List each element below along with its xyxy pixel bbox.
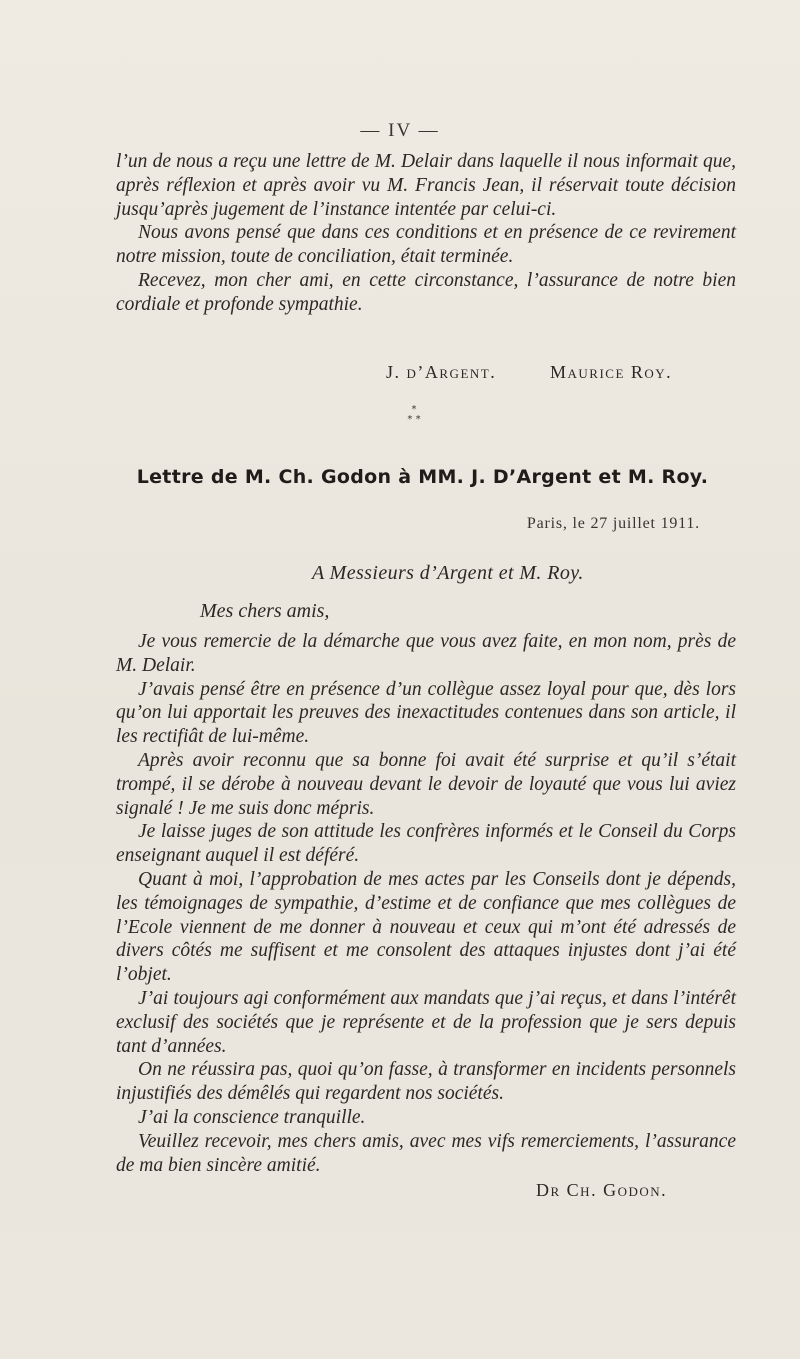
paragraph: Recevez, mon cher ami, en cette circonstance, l’assurance de notre bien cordiale et profonde sympathie.	[116, 269, 736, 315]
paragraph: Veuillez recevoir, mes chers amis, avec mes vifs remerciements, l’assurance de ma bien sincère amitié.	[116, 1130, 736, 1176]
paragraph: On ne réussira pas, quoi qu’on fasse, à transformer en incidents personnels injustifiés des démêlés qui regardent nos sociétés.	[116, 1059, 736, 1105]
paragraph: Je laisse juges de son attitude les confrères informés et le Conseil du Corps enseignant auquel il est déféré.	[116, 821, 736, 867]
letter-salutation: Mes chers amis,	[200, 600, 330, 622]
letter-continuation	[116, 150, 736, 317]
asterism-bottom-stars: * *	[407, 414, 421, 425]
paragraph: J’ai la conscience tranquille.	[138, 1106, 366, 1128]
paragraph: Quant à moi, l’approbation de mes actes par les Conseils dont je dépends, les témoignages de sympathie, d’estime et de confiance que mes collègues de l’Ecole viennent de me donner à nouveau et ceux qui m’ont été adressés de divers côtés me suffisent et me consolent des attaques injustes dont j’ai été l’objet.	[116, 868, 736, 986]
letter-dateline: Paris, le 27 juillet 1911.	[526, 515, 700, 532]
letter-addressee: A Messieurs d’Argent et M. Roy.	[312, 562, 584, 584]
letter-heading: Lettre de M. Ch. Godon à MM. J. D’Argent et M. Roy.	[136, 466, 709, 488]
paragraph: Je vous remercie de la démarche que vous avez faite, en mon nom, près de M. Delair.	[116, 631, 736, 676]
paragraph: l’un de nous a reçu une lettre de M. Delair dans laquelle il nous informait que, après réflexion et après avoir vu M. Francis Jean, il réservait toute décision jusqu’après jugement de l’instance intentée par celui-ci.	[116, 151, 736, 220]
paragraph: J’avais pensé être en présence d’un collègue assez loyal pour que, dès lors qu’on lui apportait les preuves des inexactitudes contenues dans son article, il les rectifiât de lui-même.	[116, 678, 736, 748]
page-number: — IV —	[360, 120, 440, 141]
paragraph: Après avoir reconnu que sa bonne foi avait été surprise et qu’il s’était trompé, il se dérobe à nouveau devant le devoir de loyauté que vous lui aviez signalé ! Je me suis donc mépris.	[116, 749, 736, 819]
section-separator-asterism	[384, 405, 444, 425]
letter-body	[116, 630, 736, 1177]
paragraph: J’ai toujours agi conformément aux mandats que j’ai reçus, et dans l’intérêt exclusif des sociétés que je représente et de la profession que je sers depuis tant d’années.	[116, 987, 736, 1057]
asterism-top-star: *	[411, 404, 417, 415]
paragraph: Nous avons pensé que dans ces conditions et en présence de ce revirement notre mission, toute de conciliation, était terminée.	[116, 222, 736, 268]
signature-godon: Dr Ch. Godon.	[536, 1180, 668, 1200]
signature-roy: Maurice Roy.	[550, 362, 673, 382]
signature-dargent: J. d’Argent.	[386, 362, 497, 382]
